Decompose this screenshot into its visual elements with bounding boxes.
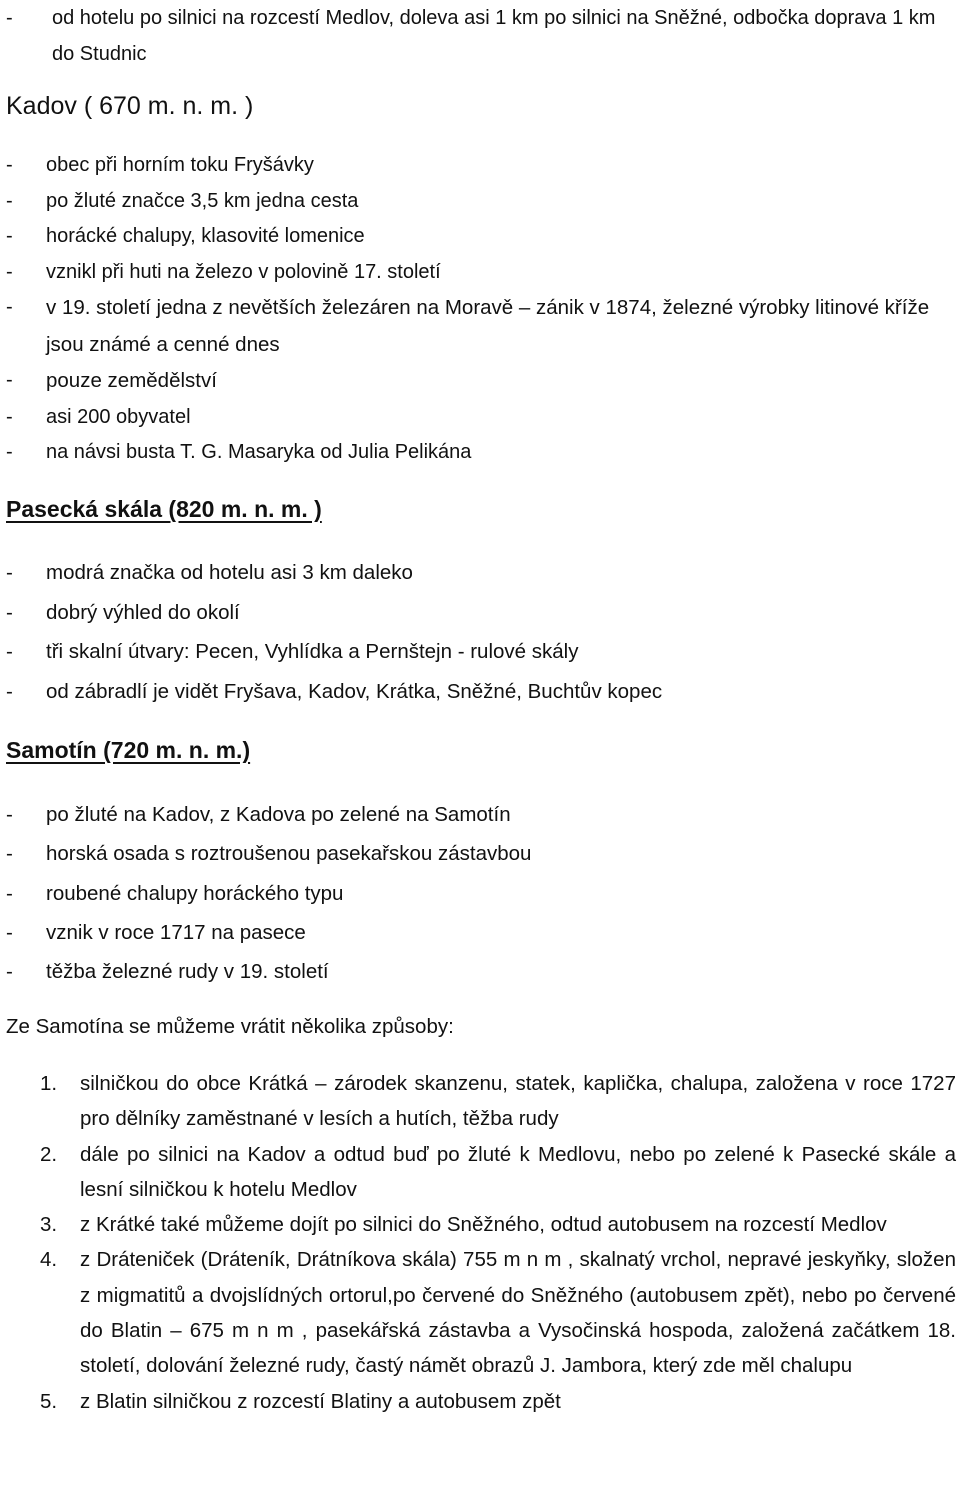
kadov-list: [0, 148, 960, 471]
list-item: [0, 834, 960, 873]
route-text: silničkou do obce Krátká – zárodek skanzenu, statek, kaplička, chalupa, založena v roce 1727 pro dělníky zaměstnané v lesích a hutích, těžba rudy: [80, 1072, 956, 1131]
list-item-text: v 19. století jedna z nevětších železáren na Moravě – zánik v 1874, železné výrobky litinové kříže jsou známé a cenné dnes: [46, 296, 930, 356]
list-dash: -: [6, 296, 13, 318]
list-item-text: asi 200 obyvatel: [46, 405, 191, 428]
list-item: [0, 672, 960, 712]
route-text: z Blatin silničkou z rozcestí Blatiny a autobusem zpět: [80, 1389, 561, 1413]
route-item: [0, 1242, 960, 1383]
heading-samotin: Samotín (720 m. n. m.): [6, 737, 251, 763]
intro-list: [0, 0, 960, 72]
route-item: [0, 1066, 960, 1137]
list-item-text: od zábradlí je vidět Fryšava, Kadov, Krátka, Sněžné, Buchtův kopec: [46, 679, 663, 703]
list-dash: -: [6, 881, 13, 905]
list-item-text: vznikl při huti na železo v polovině 17. století: [46, 260, 441, 283]
route-text: z Dráteniček (Dráteník, Drátníkova skála) 755 m n m , skalnatý vrchol, nepravé jeskyňky, složen z migmatitů a dvojslídných ortorul,po červené do Sněžného (autobusem zpět), nebo po červené do Blatin – 675 m n m , pasekářská zástavba a Vysočinská hospoda, založená začátkem 18. století, dolování železné rudy, častý námět obrazů J. Jambora, který zde měl chalupu: [80, 1248, 956, 1378]
list-item-text: horská osada s roztroušenou pasekařskou zástavbou: [46, 842, 532, 866]
list-dash: -: [6, 154, 13, 176]
list-dash: -: [6, 260, 13, 283]
list-item-text: těžba železné rudy v 19. století: [46, 960, 329, 984]
list-dash: -: [6, 679, 13, 703]
list-item-text: na návsi busta T. G. Masaryka od Julia Pelikána: [46, 441, 472, 463]
heading-kadov: Kadov ( 670 m. n. m. ): [6, 92, 254, 120]
list-dash: -: [6, 369, 13, 391]
list-dash: -: [6, 441, 13, 463]
list-item: [0, 255, 960, 291]
list-item-text: modrá značka od hotelu asi 3 km daleko: [46, 561, 413, 584]
intro-section: [0, 0, 960, 72]
route-item: [0, 1137, 960, 1208]
route-number: 3.: [40, 1213, 58, 1237]
list-dash: -: [6, 561, 13, 584]
list-item-text: dobrý výhled do okolí: [46, 600, 240, 624]
samotin-section: [0, 795, 960, 991]
list-item: [0, 400, 960, 436]
route-item: [0, 1207, 960, 1242]
list-item: [0, 913, 960, 952]
list-item-text: vznik v roce 1717 na pasece: [46, 920, 306, 944]
list-dash: -: [6, 7, 13, 29]
list-dash: -: [6, 640, 13, 663]
route-number: 4.: [40, 1248, 58, 1272]
list-item: [0, 0, 960, 72]
samotin-list: [0, 795, 960, 991]
list-item: [0, 148, 960, 184]
list-dash: -: [6, 842, 13, 866]
list-item: [0, 632, 960, 672]
list-item-text: roubené chalupy horáckého typu: [46, 881, 344, 905]
list-item: [0, 435, 960, 471]
list-item: [0, 184, 960, 220]
list-item: [0, 593, 960, 633]
route-text: z Krátké také můžeme dojít po silnici do Sněžného, odtud autobusem na rozcestí Medlov: [80, 1213, 887, 1237]
route-number: 1.: [40, 1072, 58, 1095]
list-item: [0, 553, 960, 593]
list-item-text: obec při horním toku Fryšávky: [46, 154, 314, 176]
list-item: [0, 363, 960, 400]
routes-intro: Ze Samotína se můžeme vrátit několika způsoby:: [6, 1015, 454, 1038]
pasecka-list: [0, 553, 960, 711]
list-item-text: po žluté značce 3,5 km jedna cesta: [46, 189, 359, 212]
pasecka-section: [0, 553, 960, 711]
list-item: [0, 795, 960, 834]
list-dash: -: [6, 803, 13, 826]
list-dash: -: [6, 189, 13, 212]
list-item-text: pouze zemědělství: [46, 369, 217, 392]
routes-list: [0, 1066, 960, 1419]
list-item: [0, 952, 960, 991]
list-item: [0, 219, 960, 255]
list-item-text: od hotelu po silnici na rozcestí Medlov, doleva asi 1 km po silnici na Sněžné, odbočka doprava 1 km do Studnic: [52, 7, 936, 65]
list-dash: -: [6, 960, 13, 984]
list-item-text: tři skalní útvary: Pecen, Vyhlídka a Pernštejn - rulové skály: [46, 640, 579, 663]
route-number: 2.: [40, 1142, 58, 1166]
list-item: [0, 874, 960, 913]
route-number: 5.: [40, 1389, 58, 1413]
route-text: dále po silnici na Kadov a odtud buď po žluté k Medlovu, nebo po zelené k Pasecké skále a lesní silničkou k hotelu Medlov: [80, 1142, 956, 1201]
list-dash: -: [6, 405, 13, 428]
route-item: [0, 1384, 960, 1419]
list-item-text: po žluté na Kadov, z Kadova po zelené na Samotín: [46, 803, 511, 826]
list-dash: -: [6, 600, 13, 624]
list-item: [0, 290, 960, 363]
kadov-section: [0, 148, 960, 471]
list-item-text: horácké chalupy, klasovité lomenice: [46, 225, 365, 247]
heading-pasecka-skala: Pasecká skála (820 m. n. m. ): [6, 496, 322, 522]
list-dash: -: [6, 225, 13, 247]
list-dash: -: [6, 920, 13, 944]
